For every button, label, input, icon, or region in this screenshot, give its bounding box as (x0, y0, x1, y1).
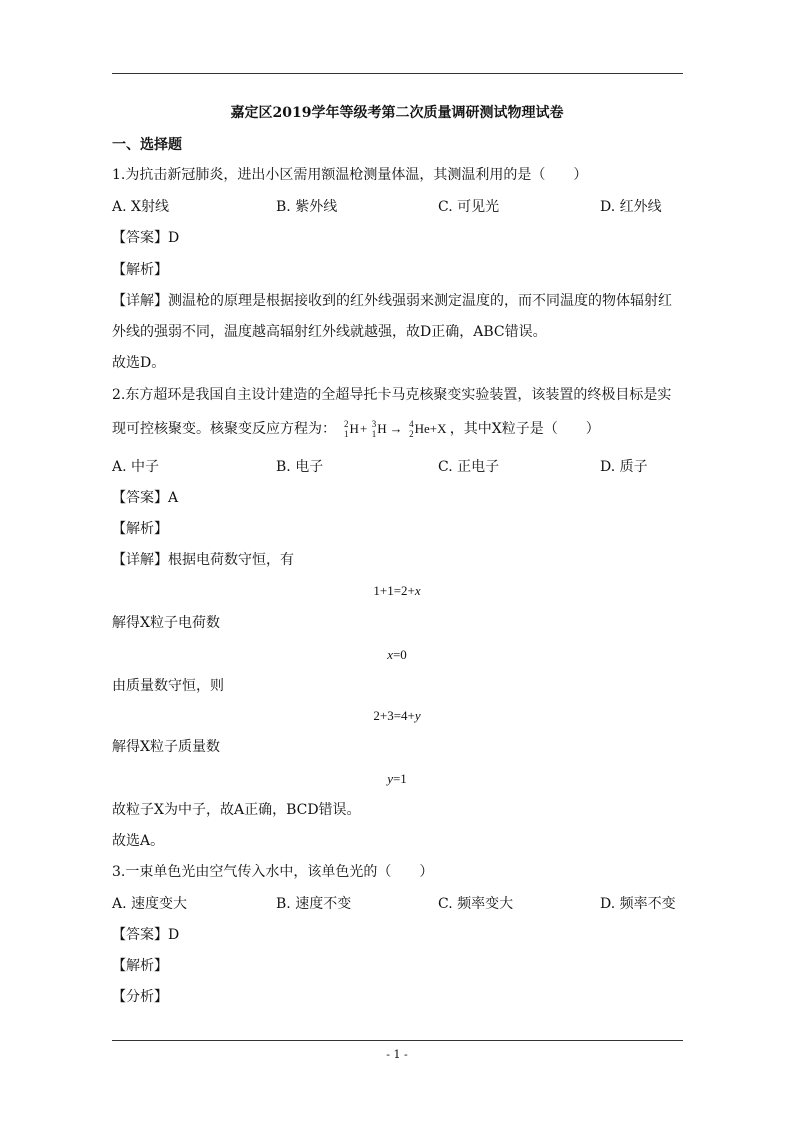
nuclide-3-symbol: He (414, 421, 430, 436)
nuclide-3-indices (406, 421, 415, 439)
charge-equation (0, 582, 794, 600)
q1-detail-line-2: 外线的强弱不同，温度越高辐射红外线就越强，故D正确，ABC错误。 (112, 324, 547, 340)
q3-analysis: 【解析】 (112, 958, 168, 974)
q3-stem: 3.一束单色光由空气传入水中，该单色光的（ ） (112, 864, 434, 880)
q2-option-a: A. 中子 (112, 459, 160, 475)
q2-solve-mass: 解得X粒子质量数 (112, 739, 220, 755)
q1-conclusion: 故选D。 (112, 355, 166, 371)
q2-detail: 【详解】根据电荷数守恒，有 (112, 552, 294, 568)
q1-detail-line-1: 【详解】测温枪的原理是根据接收到的红外线强弱来测定温度的，而不同温度的物体辐射红 (112, 293, 672, 309)
q2-option-c: C. 正电子 (438, 459, 500, 475)
q1-stem: 1.为抗击新冠肺炎，进出小区需用额温枪测量体温，其测温利用的是（ ） (112, 167, 588, 183)
q1-answer: 【答案】D (112, 230, 180, 246)
q2-mass-conservation: 由质量数守恒，则 (112, 678, 224, 694)
nuclide-2-indices (368, 421, 377, 439)
charge-result (0, 646, 794, 664)
q3-option-b: B. 速度不变 (276, 896, 352, 912)
q1-option-c: C. 可见光 (438, 199, 500, 215)
charge-equation-text: 1+1=2+ (373, 583, 415, 598)
q2-stem-line-2 (112, 420, 600, 439)
q3-option-d: D. 频率不变 (600, 896, 676, 912)
fusion-equation (340, 419, 449, 440)
q1-option-b: B. 紫外线 (276, 199, 338, 215)
header-rule (112, 73, 683, 74)
mass-equation (0, 707, 794, 725)
q2-stem-suffix: ，其中X粒子是（ ） (449, 421, 600, 437)
q1-option-a: A. X射线 (112, 199, 169, 215)
nuclide-3-charge: 2 (409, 429, 414, 440)
q3-option-c: C. 频率变大 (438, 896, 514, 912)
q2-stem-prefix: 现可控核聚变。核聚变反应方程为： (112, 421, 336, 437)
mass-equation-text: 2+3=4+ (373, 708, 415, 723)
nuclide-1-charge: 1 (343, 429, 349, 440)
nuclide-2-mass: 3 (371, 419, 377, 430)
q2-answer: 【答案】A (112, 490, 179, 506)
q2-conclusion-2: 故选A。 (112, 833, 165, 849)
q2-stem-line-1: 2.东方超环是我国自主设计建造的全超导托卡马克核聚变实验装置，该装置的终极目标是实 (112, 387, 672, 403)
nuclide-1-indices (340, 421, 349, 439)
nuclide-1-mass: 2 (343, 419, 349, 430)
q2-option-d: D. 质子 (600, 459, 648, 475)
charge-equation-var: x (414, 583, 421, 598)
nuclide-2-symbol: H (377, 421, 387, 436)
mass-result (0, 770, 794, 788)
mass-equation-var: y (414, 708, 421, 723)
charge-result-var: x (387, 647, 393, 662)
mass-result-text: =1 (392, 771, 407, 786)
eq-tail: +X (429, 421, 447, 436)
section-heading: 一、选择题 (112, 137, 182, 153)
footer-rule (112, 1040, 683, 1041)
eq-plus: + (359, 421, 368, 436)
charge-result-text: =0 (392, 647, 407, 662)
q2-analysis: 【解析】 (112, 521, 168, 537)
q2-solve-charge: 解得X粒子电荷数 (112, 615, 220, 631)
nuclide-2-charge: 1 (371, 429, 377, 440)
q3-option-a: A. 速度变大 (112, 896, 188, 912)
nuclide-1-symbol: H (349, 421, 359, 436)
q3-answer: 【答案】D (112, 927, 180, 943)
q1-option-d: D. 红外线 (600, 199, 662, 215)
nuclide-3-mass: 4 (409, 419, 414, 430)
page-number: - 1 - (386, 1048, 408, 1061)
mass-result-var: y (387, 771, 393, 786)
q2-conclusion-1: 故粒子X为中子，故A正确，BCD错误。 (112, 802, 361, 818)
page-title: 嘉定区2019学年等级考第二次质量调研测试物理试卷 (230, 105, 564, 121)
q3-fenxi: 【分析】 (112, 989, 168, 1005)
q1-analysis: 【解析】 (112, 262, 168, 278)
eq-arrow: → (389, 421, 403, 436)
q2-option-b: B. 电子 (276, 459, 324, 475)
